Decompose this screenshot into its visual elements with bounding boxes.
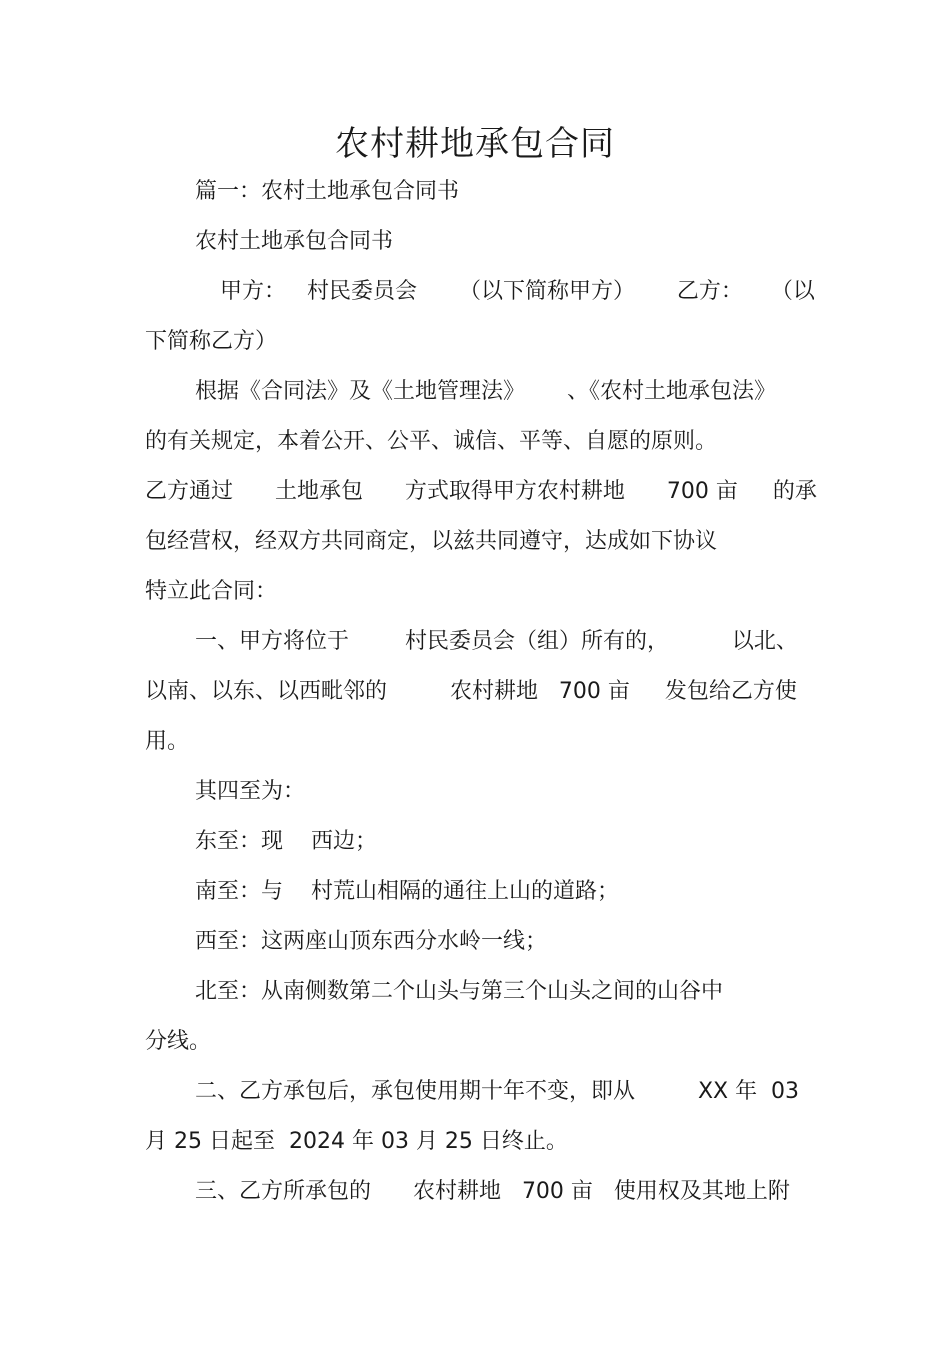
subtitle-line: 农村土地承包合同书 <box>195 229 394 254</box>
clause-1-line-1: 一、甲方将位于 村民委员会（组）所有的， 以北、 <box>195 629 798 654</box>
preamble-line-4: 包经营权，经双方共同商定，以兹共同遵守，达成如下协议 <box>145 529 718 554</box>
boundary-east: 东至：现 西边； <box>195 829 377 854</box>
boundary-west: 西至：这两座山顶东西分水岭一线； <box>195 929 548 954</box>
section-heading: 篇一：农村土地承包合同书 <box>195 179 460 204</box>
boundary-north-line-2: 分线。 <box>145 1029 212 1054</box>
clause-1-line-2: 以南、以东、以西毗邻的 农村耕地 700 亩 发包给乙方使 <box>145 679 797 704</box>
preamble-line-2: 的有关规定，本着公开、公平、诚信、平等、自愿的原则。 <box>145 429 718 454</box>
clause-2-line-1: 二、乙方承包后，承包使用期十年不变，即从 XX 年 03 <box>195 1079 800 1104</box>
preamble-line-1: 根据《合同法》及《土地管理法》 、《农村土地承包法》 <box>195 379 776 404</box>
boundaries-heading: 其四至为： <box>195 779 306 804</box>
document-title: 农村耕地承包合同 <box>335 124 615 164</box>
preamble-line-5: 特立此合同： <box>145 579 278 604</box>
preamble-line-3: 乙方通过 土地承包 方式取得甲方农村耕地 700 亩 的承 <box>145 479 817 504</box>
parties-line-1: 甲方： 村民委员会 （以下简称甲方） 乙方： （以 <box>220 279 815 304</box>
clause-2-line-2: 月 25 日起至 2024 年 03 月 25 日终止。 <box>145 1129 568 1154</box>
boundary-north-line-1: 北至：从南侧数第二个山头与第三个山头之间的山谷中 <box>195 979 724 1004</box>
clause-1-line-3: 用。 <box>145 729 190 754</box>
clause-3-line-1: 三、乙方所承包的 农村耕地 700 亩 使用权及其地上附 <box>195 1179 790 1204</box>
boundary-south: 南至：与 村荒山相隔的通往上山的道路； <box>195 879 619 904</box>
parties-line-2: 下简称乙方） <box>145 329 278 354</box>
